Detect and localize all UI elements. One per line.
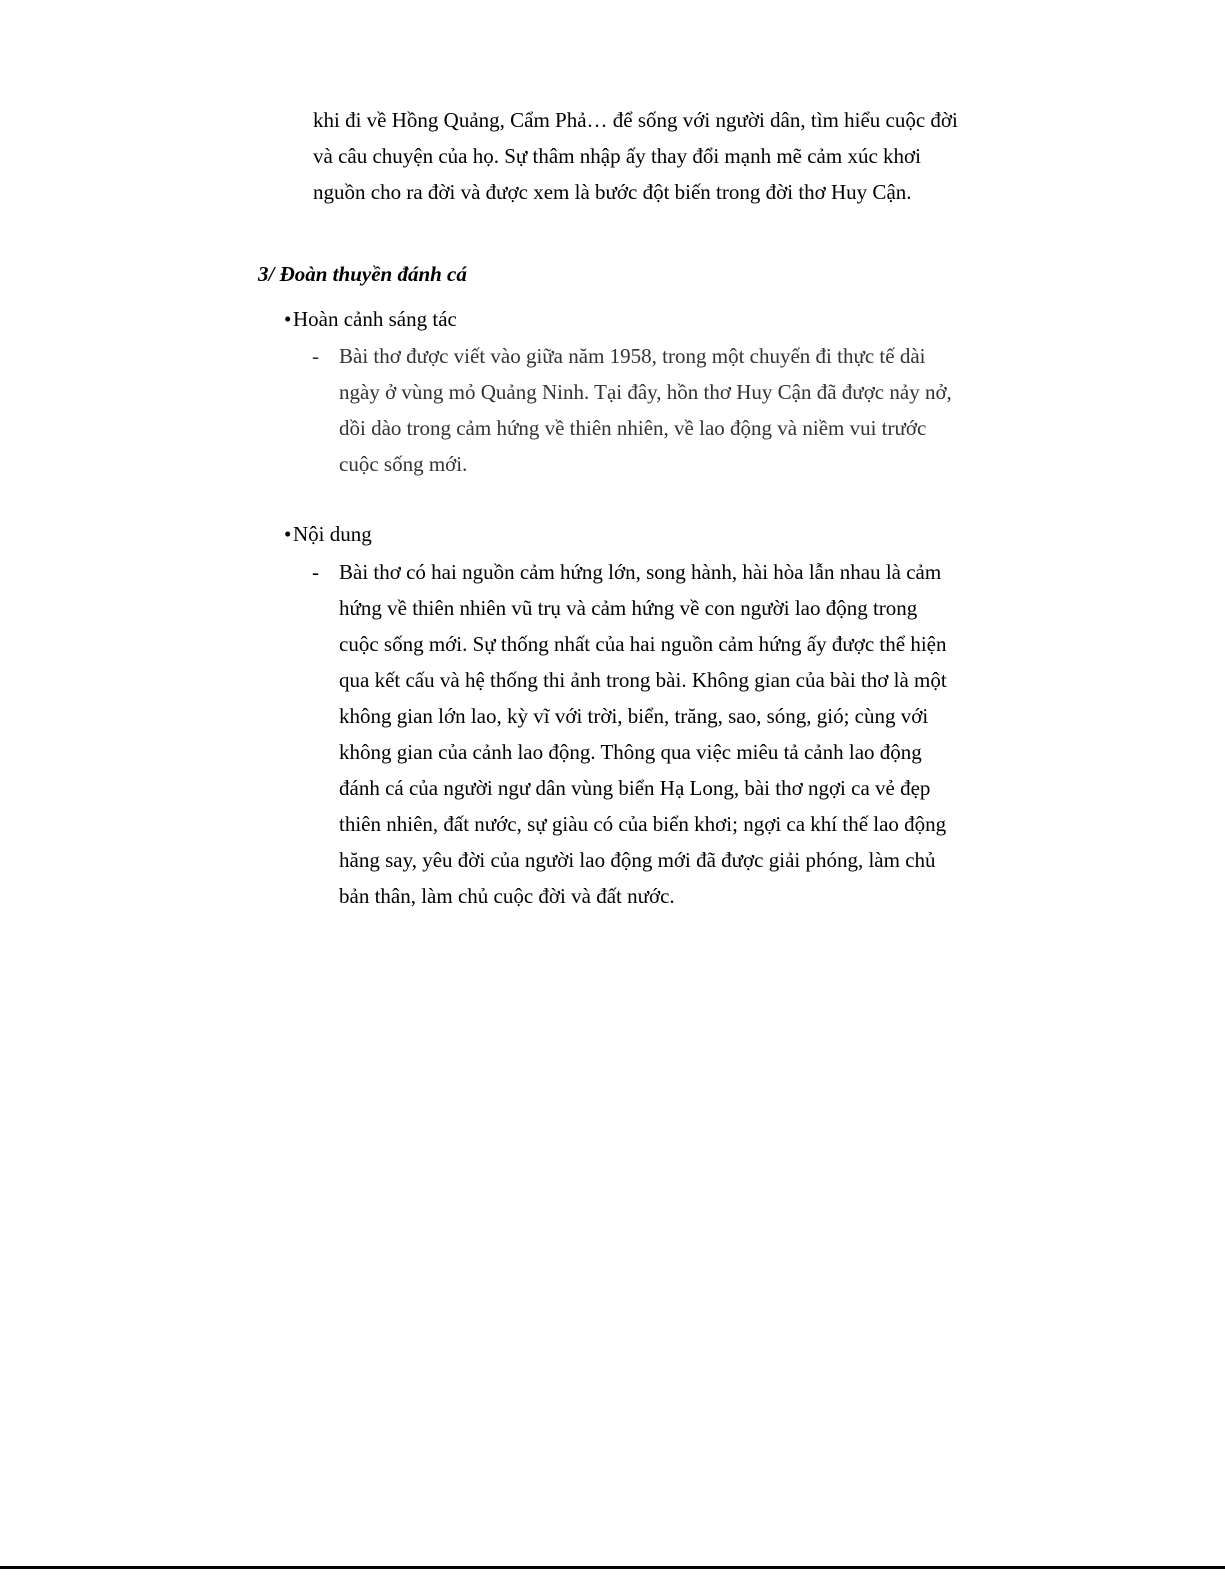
- text-line: bản thân, làm chủ cuộc đời và đất nước.: [339, 884, 675, 908]
- text-line: không gian lớn lao, kỳ vĩ với trời, biển, trăng, sao, sóng, gió; cùng với: [339, 704, 929, 728]
- content-paragraph: [339, 554, 979, 914]
- page-bottom-border: [0, 1566, 1225, 1569]
- bullet-item-composition-context: [284, 304, 457, 334]
- text-line: cuộc sống mới. Sự thống nhất của hai nguồn cảm hứng ấy được thể hiện: [339, 632, 947, 656]
- bullet-label: Nội dung: [293, 522, 372, 546]
- text-line: khi đi về Hồng Quảng, Cẩm Phả… để sống với người dân, tìm hiểu cuộc đời: [313, 108, 958, 132]
- text-line: cuộc sống mới.: [339, 452, 468, 476]
- text-line: dồi dào trong cảm hứng về thiên nhiên, về lao động và niềm vui trước: [339, 416, 927, 440]
- text-line: đánh cá của người ngư dân vùng biển Hạ Long, bài thơ ngợi ca vẻ đẹp: [339, 776, 931, 800]
- section-heading: 3/ Đoàn thuyền đánh cá: [258, 262, 467, 286]
- text-line: hăng say, yêu đời của người lao động mới đã được giải phóng, làm chủ: [339, 848, 936, 872]
- composition-context-paragraph: [339, 338, 979, 482]
- bullet-item-content: [284, 519, 372, 549]
- text-line: nguồn cho ra đời và được xem là bước đột biến trong đời thơ Huy Cận.: [313, 180, 912, 204]
- bullet-icon: •: [284, 307, 292, 331]
- text-line: thiên nhiên, đất nước, sự giàu có của biển khơi; ngợi ca khí thế lao động: [339, 812, 947, 836]
- text-line: không gian của cảnh lao động. Thông qua việc miêu tả cảnh lao động: [339, 740, 922, 764]
- bullet-icon: •: [284, 522, 292, 546]
- bullet-label: Hoàn cảnh sáng tác: [293, 307, 457, 331]
- dash-icon: -: [312, 344, 319, 368]
- text-line: và câu chuyện của họ. Sự thâm nhập ấy thay đổi mạnh mẽ cảm xúc khơi: [313, 144, 921, 168]
- dash-icon: -: [312, 560, 319, 584]
- text-line: qua kết cấu và hệ thống thi ảnh trong bài. Không gian của bài thơ là một: [339, 668, 947, 692]
- text-line: Bài thơ được viết vào giữa năm 1958, trong một chuyến đi thực tế dài: [339, 344, 926, 368]
- intro-paragraph: [313, 102, 963, 210]
- text-line: ngày ở vùng mỏ Quảng Ninh. Tại đây, hồn thơ Huy Cận đã được nảy nở,: [339, 380, 952, 404]
- text-line: hứng về thiên nhiên vũ trụ và cảm hứng về con người lao động trong: [339, 596, 918, 620]
- text-line: Bài thơ có hai nguồn cảm hứng lớn, song hành, hài hòa lẫn nhau là cảm: [339, 560, 942, 584]
